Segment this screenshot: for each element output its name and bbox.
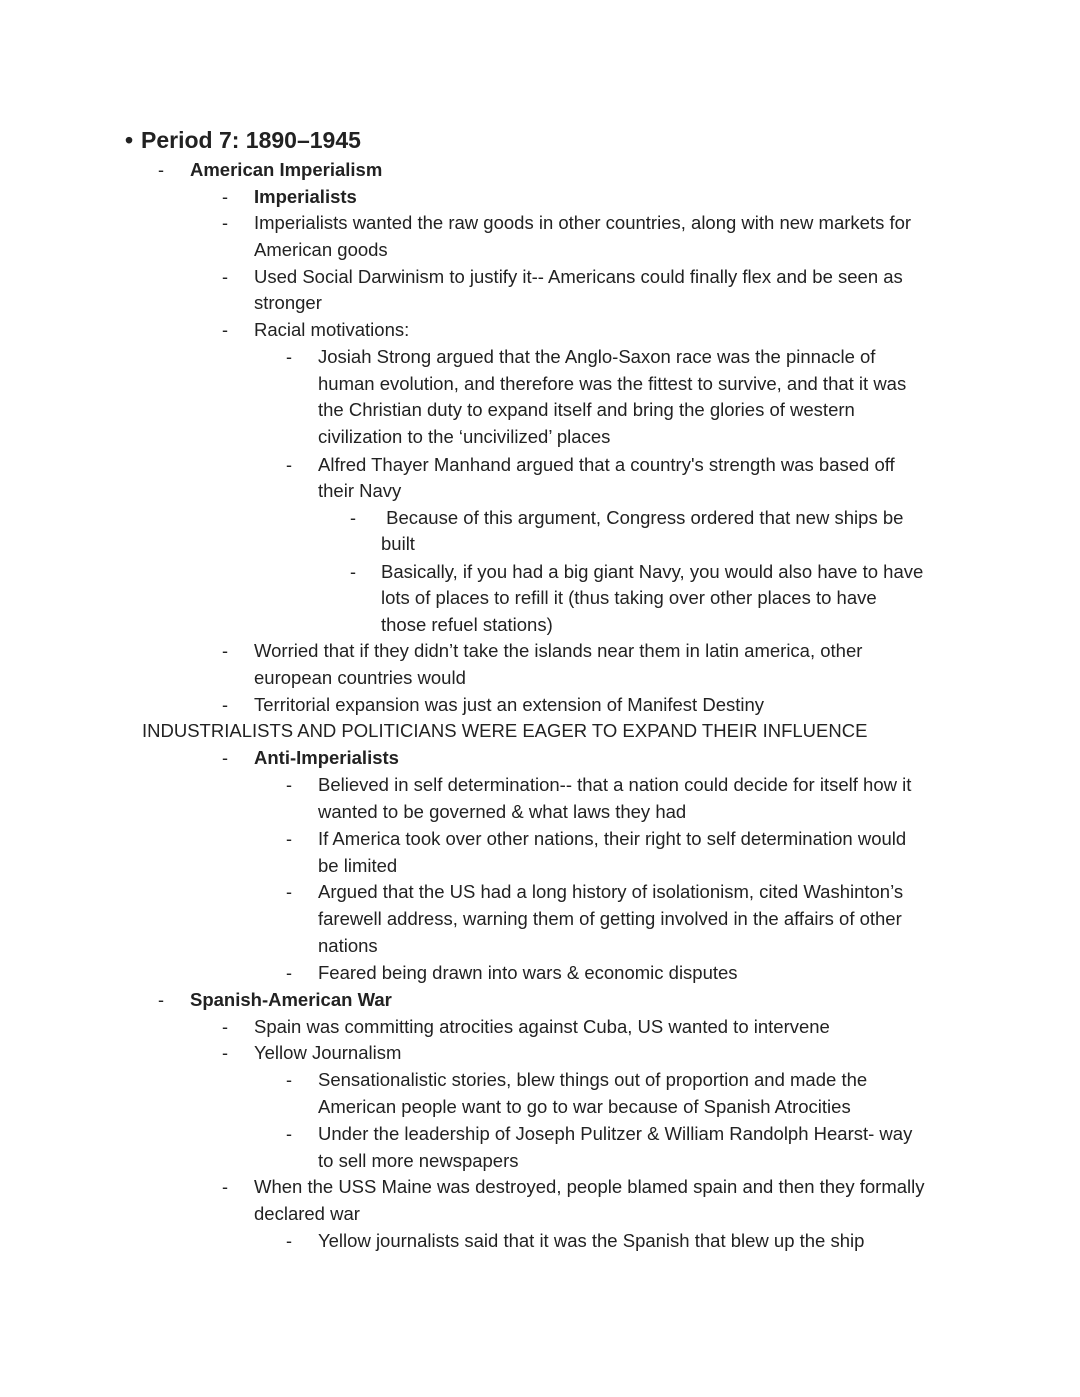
dash-marker: - — [350, 508, 356, 528]
dash-marker: - — [222, 213, 228, 233]
subheading-anti-imperialists: Anti-Imperialists — [254, 747, 399, 768]
list-item-continuation: farewell address, warning them of getting involved in the affairs of other — [318, 908, 902, 929]
dash-marker: - — [286, 775, 292, 795]
list-item-continuation: lots of places to refill it (thus taking over other places to have — [381, 587, 877, 608]
dash-marker: - — [286, 963, 292, 983]
list-item-continuation: their Navy — [318, 480, 402, 501]
dash-marker: - — [350, 562, 356, 582]
list-item: When the USS Maine was destroyed, people blamed spain and then they formally — [254, 1176, 925, 1197]
dash-marker: - — [222, 748, 228, 768]
dash-marker: - — [286, 882, 292, 902]
title-text: Period 7: 1890–1945 — [141, 127, 361, 153]
dash-marker: - — [158, 160, 164, 180]
dash-marker: - — [222, 1017, 228, 1037]
section-heading-american-imperialism: American Imperialism — [190, 159, 383, 180]
dash-marker: - — [222, 187, 228, 207]
dash-marker: - — [222, 641, 228, 661]
list-item: Imperialists wanted the raw goods in other countries, along with new markets for — [254, 212, 912, 233]
dash-marker: - — [286, 347, 292, 367]
list-item-continuation: American goods — [254, 239, 388, 260]
dash-marker: - — [286, 1070, 292, 1090]
dash-marker: - — [222, 695, 228, 715]
page-title — [125, 124, 361, 156]
list-item: Used Social Darwinism to justify it-- Americans could finally flex and be seen as — [254, 266, 903, 287]
list-item: If America took over other nations, their right to self determination would — [318, 828, 907, 849]
dash-marker: - — [286, 455, 292, 475]
list-item: Racial motivations: — [254, 319, 410, 340]
list-item-continuation: european countries would — [254, 667, 466, 688]
list-item-continuation: declared war — [254, 1203, 360, 1224]
list-item: Josiah Strong argued that the Anglo-Saxon race was the pinnacle of — [318, 346, 876, 367]
list-item: Under the leadership of Joseph Pulitzer & William Randolph Hearst- way — [318, 1123, 913, 1144]
list-item: Worried that if they didn’t take the islands near them in latin america, other — [254, 640, 863, 661]
list-item-continuation: wanted to be governed & what laws they had — [318, 801, 687, 822]
list-item-continuation: the Christian duty to expand itself and bring the glories of western — [318, 399, 855, 420]
list-item: Because of this argument, Congress ordered that new ships be — [381, 507, 904, 528]
list-item-continuation: American people want to go to war because of Spanish Atrocities — [318, 1096, 851, 1117]
list-item: Yellow journalists said that it was the Spanish that blew up the ship — [318, 1230, 865, 1251]
list-item-continuation: built — [381, 533, 415, 554]
title-bullet: • — [125, 127, 134, 153]
dash-marker: - — [286, 1231, 292, 1251]
list-item: Spain was committing atrocities against Cuba, US wanted to intervene — [254, 1016, 830, 1037]
list-item: Sensationalistic stories, blew things out of proportion and made the — [318, 1069, 868, 1090]
dash-marker: - — [286, 829, 292, 849]
list-item: Yellow Journalism — [254, 1042, 402, 1063]
list-item-continuation: civilization to the ‘uncivilized’ places — [318, 426, 611, 447]
industrialists-note: INDUSTRIALISTS AND POLITICIANS WERE EAGER TO EXPAND THEIR INFLUENCE — [142, 720, 868, 741]
list-item: Believed in self determination-- that a nation could decide for itself how it — [318, 774, 912, 795]
list-item-continuation: human evolution, and therefore was the fittest to survive, and that it was — [318, 373, 907, 394]
list-item-continuation: stronger — [254, 292, 322, 313]
list-item-continuation: nations — [318, 935, 378, 956]
list-item: Basically, if you had a big giant Navy, you would also have to have — [381, 561, 924, 582]
dash-marker: - — [158, 990, 164, 1010]
list-item: Feared being drawn into wars & economic disputes — [318, 962, 738, 983]
list-item: Territorial expansion was just an extension of Manifest Destiny — [254, 694, 765, 715]
dash-marker: - — [222, 1043, 228, 1063]
list-item-continuation: be limited — [318, 855, 398, 876]
dash-marker: - — [222, 267, 228, 287]
dash-marker: - — [286, 1124, 292, 1144]
subheading-imperialists: Imperialists — [254, 186, 357, 207]
list-item: Argued that the US had a long history of isolationism, cited Washinton’s — [318, 881, 904, 902]
list-item: Alfred Thayer Manhand argued that a country's strength was based off — [318, 454, 895, 475]
dash-marker: - — [222, 320, 228, 340]
section-heading-spanish-american-war: Spanish-American War — [190, 989, 392, 1010]
list-item-continuation: to sell more newspapers — [318, 1150, 519, 1171]
dash-marker: - — [222, 1177, 228, 1197]
list-item-continuation: those refuel stations) — [381, 614, 553, 635]
